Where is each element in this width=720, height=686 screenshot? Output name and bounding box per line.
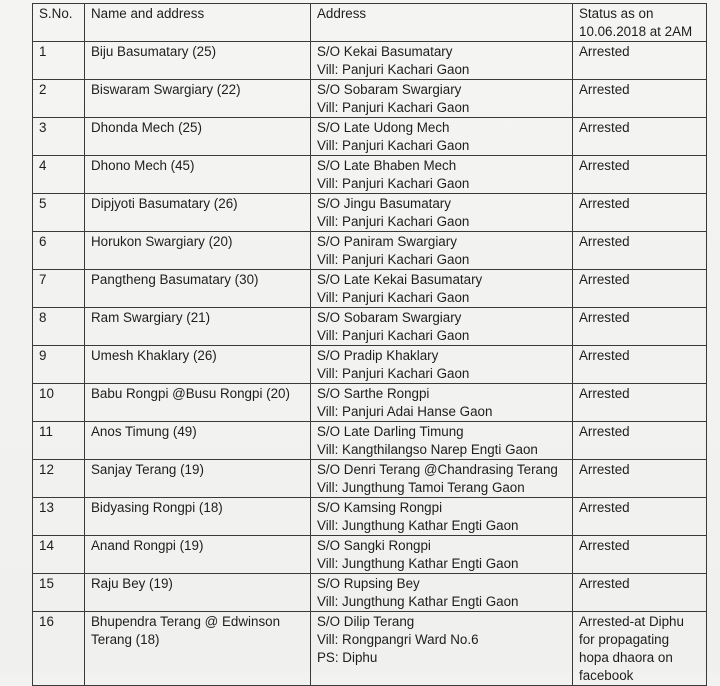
table-header-row <box>33 4 707 42</box>
cell-status: Arrested <box>573 270 707 308</box>
table-row <box>33 232 707 270</box>
cell-name: Bhupendra Terang @ Edwinson Terang (18) <box>85 612 311 686</box>
table-row <box>33 270 707 308</box>
cell-status: Arrested <box>573 42 707 80</box>
table-row <box>33 460 707 498</box>
cell-address: S/O Denri Terang @Chandrasing Terang Vill: Jungthung Tamoi Terang Gaon <box>311 460 573 498</box>
cell-name: Biswaram Swargiary (22) <box>85 80 311 118</box>
cell-sno: 2 <box>33 80 85 118</box>
cell-address: S/O Pradip Khaklary Vill: Panjuri Kachari Gaon <box>311 346 573 384</box>
cell-address: S/O Sobaram Swargiary Vill: Panjuri Kachari Gaon <box>311 80 573 118</box>
cell-name: Umesh Khaklary (26) <box>85 346 311 384</box>
cell-name: Dipjyoti Basumatary (26) <box>85 194 311 232</box>
table-row <box>33 194 707 232</box>
cell-name: Pangtheng Basumatary (30) <box>85 270 311 308</box>
cell-status: Arrested-at Diphu for propagating hopa dhaora on facebook <box>573 612 707 686</box>
cell-address: S/O Late Bhaben Mech Vill: Panjuri Kachari Gaon <box>311 156 573 194</box>
table-row <box>33 498 707 536</box>
table-row <box>33 422 707 460</box>
table-row <box>33 42 707 80</box>
cell-name: Anand Rongpi (19) <box>85 536 311 574</box>
cell-name: Biju Basumatary (25) <box>85 42 311 80</box>
table-row <box>33 384 707 422</box>
cell-sno: 12 <box>33 460 85 498</box>
cell-status: Arrested <box>573 536 707 574</box>
cell-address: S/O Sobaram Swargiary Vill: Panjuri Kachari Gaon <box>311 308 573 346</box>
cell-status: Arrested <box>573 118 707 156</box>
cell-address: S/O Jingu Basumatary Vill: Panjuri Kachari Gaon <box>311 194 573 232</box>
cell-status: Arrested <box>573 156 707 194</box>
cell-name: Anos Timung (49) <box>85 422 311 460</box>
cell-status: Arrested <box>573 194 707 232</box>
header-name: Name and address <box>85 4 311 42</box>
cell-status: Arrested <box>573 422 707 460</box>
cell-name: Bidyasing Rongpi (18) <box>85 498 311 536</box>
cell-status: Arrested <box>573 384 707 422</box>
cell-address: S/O Sangki Rongpi Vill: Jungthung Kathar Engti Gaon <box>311 536 573 574</box>
cell-address: S/O Kekai Basumatary Vill: Panjuri Kachari Gaon <box>311 42 573 80</box>
cell-status: Arrested <box>573 80 707 118</box>
arrest-status-table <box>32 3 707 686</box>
cell-name: Babu Rongpi @Busu Rongpi (20) <box>85 384 311 422</box>
cell-name: Raju Bey (19) <box>85 574 311 612</box>
cell-status: Arrested <box>573 232 707 270</box>
cell-sno: 8 <box>33 308 85 346</box>
cell-sno: 11 <box>33 422 85 460</box>
cell-address: S/O Rupsing Bey Vill: Jungthung Kathar Engti Gaon <box>311 574 573 612</box>
cell-name: Sanjay Terang (19) <box>85 460 311 498</box>
cell-sno: 13 <box>33 498 85 536</box>
cell-status: Arrested <box>573 308 707 346</box>
cell-sno: 3 <box>33 118 85 156</box>
header-address: Address <box>311 4 573 42</box>
table-row <box>33 156 707 194</box>
header-sno: S.No. <box>33 4 85 42</box>
table-row <box>33 574 707 612</box>
cell-sno: 16 <box>33 612 85 686</box>
cell-name: Ram Swargiary (21) <box>85 308 311 346</box>
table-row <box>33 118 707 156</box>
cell-sno: 1 <box>33 42 85 80</box>
cell-name: Dhonda Mech (25) <box>85 118 311 156</box>
table-row <box>33 308 707 346</box>
cell-address: S/O Late Darling Timung Vill: Kangthilangso Narep Engti Gaon <box>311 422 573 460</box>
cell-sno: 7 <box>33 270 85 308</box>
cell-status: Arrested <box>573 346 707 384</box>
cell-address: S/O Sarthe Rongpi Vill: Panjuri Adai Hanse Gaon <box>311 384 573 422</box>
cell-name: Horukon Swargiary (20) <box>85 232 311 270</box>
cell-address: S/O Kamsing Rongpi Vill: Jungthung Kathar Engti Gaon <box>311 498 573 536</box>
table-row-last <box>33 612 707 686</box>
cell-sno: 6 <box>33 232 85 270</box>
cell-sno: 4 <box>33 156 85 194</box>
cell-address: S/O Late Kekai Basumatary Vill: Panjuri Kachari Gaon <box>311 270 573 308</box>
cell-address: S/O Dilip Terang Vill: Rongpangri Ward No.6 PS: Diphu <box>311 612 573 686</box>
cell-status: Arrested <box>573 460 707 498</box>
cell-sno: 15 <box>33 574 85 612</box>
cell-address: S/O Paniram Swargiary Vill: Panjuri Kachari Gaon <box>311 232 573 270</box>
cell-sno: 14 <box>33 536 85 574</box>
table-row <box>33 346 707 384</box>
cell-sno: 10 <box>33 384 85 422</box>
cell-status: Arrested <box>573 574 707 612</box>
cell-status: Arrested <box>573 498 707 536</box>
table-row <box>33 536 707 574</box>
cell-address: S/O Late Udong Mech Vill: Panjuri Kachari Gaon <box>311 118 573 156</box>
cell-sno: 5 <box>33 194 85 232</box>
header-status: Status as on 10.06.2018 at 2AM <box>573 4 707 42</box>
cell-sno: 9 <box>33 346 85 384</box>
table-row <box>33 80 707 118</box>
cell-name: Dhono Mech (45) <box>85 156 311 194</box>
